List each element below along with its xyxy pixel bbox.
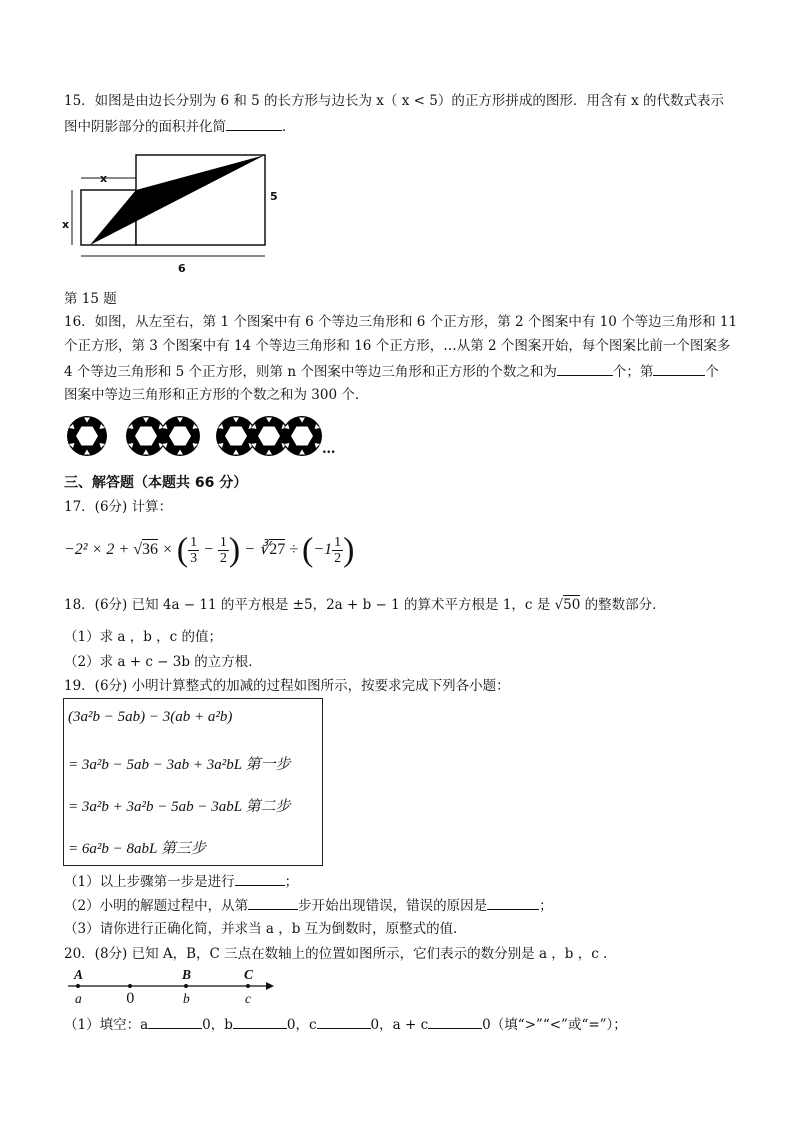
- q20-blank-a[interactable]: [148, 1015, 202, 1029]
- q16-pattern-1: [67, 416, 107, 456]
- q17-f3-den: 2: [334, 550, 342, 566]
- q17-f3-num: 1: [334, 534, 342, 550]
- q17-f2-num: 1: [219, 534, 227, 550]
- q20-label-b: b: [183, 991, 190, 1006]
- q20-part1: [64, 1015, 627, 1034]
- q15-label-x-top: x: [100, 172, 108, 185]
- q15-line2: [64, 117, 296, 136]
- q20-point-a: [76, 984, 80, 988]
- q15-label-5: 5: [270, 190, 278, 203]
- q19-part2-mid: 步开始出现错误，错误的原因是: [298, 898, 488, 914]
- q17-mid: − ∛: [240, 541, 270, 558]
- q19-working-box: [63, 698, 323, 866]
- q19-part2-blank-2[interactable]: [487, 896, 539, 910]
- q20-label-B: B: [182, 967, 192, 982]
- q19-step0: (3a²b − 5ab) − 3(ab + a²b): [68, 709, 233, 725]
- q17-minus: −: [199, 541, 218, 558]
- q17-label: 17．(6分) 计算：: [64, 499, 173, 515]
- q16-answer-blank-2[interactable]: [653, 362, 705, 376]
- q20-part1-b: 0，b: [202, 1017, 233, 1033]
- section-3-heading: 三、解答题（本题共 66 分）: [64, 475, 248, 491]
- q17-expression: −2² × 2 + √36 × ( $\frac{1}{3}$ − $\frac{1}{2}$ ) − ∛27 ÷ (−1 $\frac{1}{2}$ ): [64, 531, 355, 569]
- q18-line1-a: 18．(6分) 已知 4a − 11 的平方根是 ±5，2a + b − 1 的算术平方根是 1，c 是: [64, 597, 555, 613]
- q15-figure: [60, 150, 290, 285]
- q16-line3-mid: 个；第: [612, 364, 654, 380]
- q16-answer-blank-1[interactable]: [557, 362, 613, 376]
- q16-line2: 个正方形，第 3 个图案中有 14 个等边三角形和 16 个正方形，…从第 2 个图案开始，每个图案比前一个图案多: [64, 338, 731, 354]
- q20-label-a: a: [75, 991, 82, 1006]
- q18-line1-b: 的整数部分．: [580, 597, 666, 613]
- q15-answer-blank[interactable]: [226, 117, 282, 131]
- q20-part1-d: 0，a + c: [370, 1017, 429, 1033]
- q16-pattern-3c: [282, 416, 322, 456]
- q16-line1: 16．如图，从左至右，第 1 个图案中有 6 个等边三角形和 6 个正方形，第 2 个图案中有 10 个等边三角形和 11: [64, 314, 738, 330]
- q17-div: ÷: [285, 541, 302, 558]
- q17-f1-den: 3: [190, 550, 198, 566]
- q17-times: ×: [157, 541, 177, 558]
- q17-expr-start: −2² × 2 +: [64, 541, 134, 558]
- q16-pattern-2b: [160, 416, 200, 456]
- q19-part1: [64, 872, 298, 891]
- q16-ellipsis: …: [322, 441, 336, 457]
- q19-part1-text: （1）以上步骤第一步是进行: [64, 874, 235, 890]
- q18-part1: （1）求 a ，b ，c 的值；: [64, 629, 223, 645]
- q16-line4: 图案中等边三角形和正方形的个数之和为 300 个．: [64, 387, 369, 403]
- q20-label-C: C: [244, 967, 254, 982]
- q19-part3: （3）请你进行正确化简，并求当 a ，b 互为倒数时，原整式的值．: [64, 921, 467, 937]
- q20-point-b: [184, 984, 188, 988]
- q16-patterns: [64, 414, 324, 460]
- q20-blank-b[interactable]: [233, 1015, 287, 1029]
- q19-part1-end: ；: [284, 874, 299, 890]
- q20-blank-ac[interactable]: [428, 1015, 482, 1029]
- q17-mixed-whole: −1: [313, 541, 333, 558]
- q19-step2: = 3a²b + 3a²b − 5ab − 3abL 第二步: [68, 799, 291, 815]
- q20-point-c: [246, 984, 250, 988]
- q20-line1: 20．(8分) 已知 A，B，C 三点在数轴上的位置如图所示，它们表示的数分别是 a ，b ，c ．: [64, 946, 617, 962]
- q15-line2-end: ．: [282, 119, 296, 135]
- q15-line1: 15．如图是由边长分别为 6 和 5 的长方形与边长为 x（ x < 5）的正方形拼成的图形．用含有 x 的代数式表示: [64, 93, 725, 109]
- q19-line1: 19．(6分) 小明计算整式的加减的过程如图所示，按要求完成下列各小题：: [64, 678, 510, 694]
- q18-line1: 18．(6分) 已知 4a − 11 的平方根是 ±5，2a + b − 1 的算术平方根是 1，c 是 √50 的整数部分．: [64, 597, 666, 613]
- q16-line3: [64, 362, 719, 381]
- q20-label-A: A: [74, 967, 84, 982]
- q20-part1-a: （1）填空：a: [64, 1017, 149, 1033]
- q18-part2: （2）求 a + c − 3b 的立方根．: [64, 654, 262, 670]
- q20-label-c: c: [245, 991, 251, 1006]
- q15-label-6: 6: [178, 262, 186, 275]
- q19-part2: [64, 896, 553, 915]
- q20-part1-e: 0（填“>”“<”或“=”）；: [482, 1017, 627, 1033]
- q17-cbrt27: 27: [269, 541, 286, 558]
- q20-label-0: 0: [126, 991, 135, 1007]
- q20-axis-arrow: [266, 982, 274, 990]
- q19-part2-blank-1[interactable]: [248, 896, 298, 910]
- q20-point-0: [128, 984, 132, 988]
- q19-step1: = 3a²b − 5ab − 3ab + 3a²bL 第一步: [68, 757, 291, 773]
- q15-label-x-side: x: [62, 218, 70, 231]
- q15-caption: 第 15 题: [64, 291, 117, 307]
- q16-line3-text: 4 个等边三角形和 5 个正方形，则第 n 个图案中等边三角形和正方形的个数之和为: [64, 364, 557, 380]
- q18-sqrt50: 50: [563, 597, 581, 613]
- q15-line2-text: 图中阴影部分的面积并化简: [64, 119, 226, 135]
- q19-part2-end: ；: [539, 898, 553, 914]
- q19-step3: = 6a²b − 8abL 第三步: [68, 841, 206, 857]
- q17-sqrt36: 36: [141, 541, 158, 558]
- q17-f1-num: 1: [190, 534, 198, 550]
- q19-part2-text: （2）小明的解题过程中，从第: [64, 898, 249, 914]
- q16-line3-end: 个: [705, 364, 719, 380]
- q19-part1-blank[interactable]: [235, 872, 285, 886]
- q20-part1-c: 0，c: [286, 1017, 317, 1033]
- q20-blank-c[interactable]: [317, 1015, 371, 1029]
- q17-f2-den: 2: [219, 550, 227, 566]
